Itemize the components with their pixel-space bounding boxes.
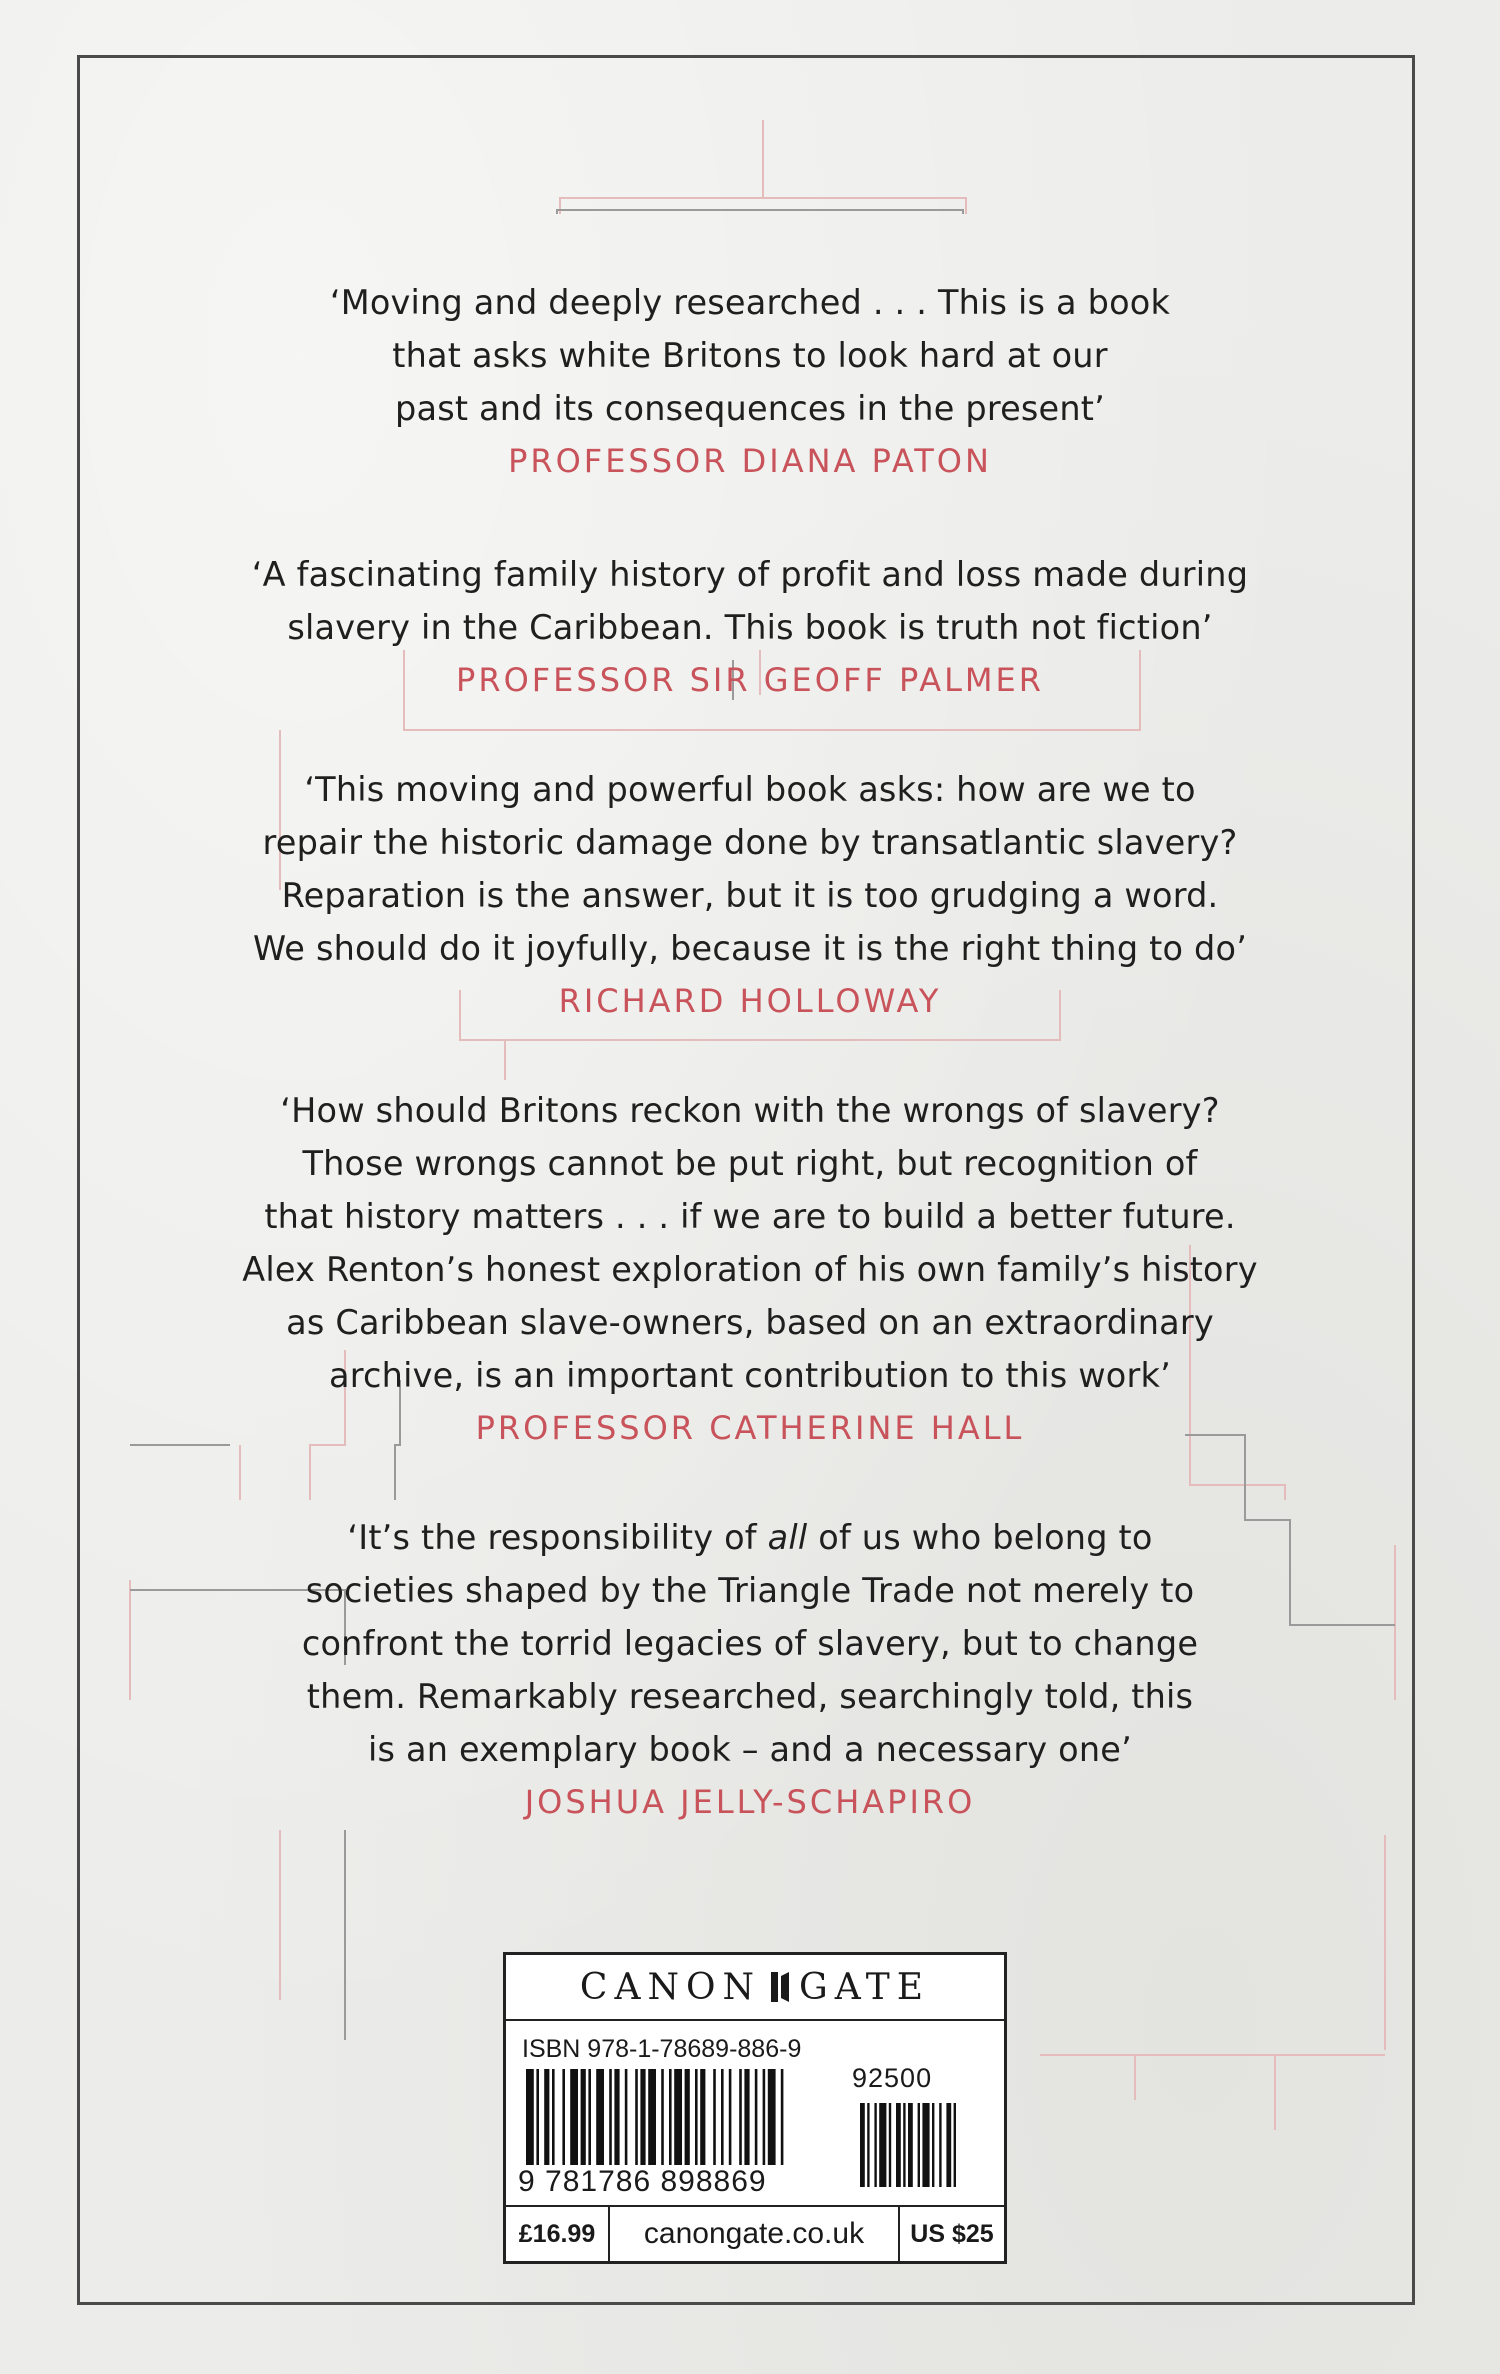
publisher-website: canongate.co.uk [610, 2207, 900, 2261]
barcode-bar [729, 2069, 732, 2169]
barcode-bar [614, 2069, 619, 2169]
barcode-bar [685, 2069, 690, 2169]
review-quote [130, 1511, 1370, 1828]
quote-text: ‘How should Britons reckon with the wrongs of slavery? Those wrongs cannot be put right, but recognition of that history matters . . . if we are to build a better future. Alex Renton’s honest exploration of his own family’s history as Caribbean slave-owners, based on an extraordinary archive, is an important contribution to this work’ [242, 1091, 1258, 1395]
quote-author: RICHARD HOLLOWAY [558, 982, 942, 1020]
barcode-digits: 9 781786 898869 [518, 2165, 838, 2199]
price-uk: £16.99 [506, 2207, 610, 2261]
barcode-bar [768, 2069, 776, 2169]
price-row [506, 2205, 1004, 2261]
publisher-name-left: CANON [579, 1966, 761, 2008]
barcode-addon-bar [918, 2103, 920, 2187]
barcode-addon-bar [954, 2103, 956, 2187]
barcode-bar [669, 2069, 672, 2169]
quote-text-start: ‘It’s the responsibility of [347, 1518, 768, 1557]
publisher-name-right: GATE [798, 1966, 931, 2008]
barcode-bar [695, 2069, 698, 2169]
barcode-addon-bar [908, 2103, 913, 2187]
barcode-bar [755, 2069, 758, 2169]
review-quote [130, 548, 1370, 706]
quote-text: ‘This moving and powerful book asks: how are we to repair the historic damage done by transatlantic slavery? Reparation is the answer, but it is too grudging a word. We should do it joyfully, because it is the right thing to do’ [252, 770, 1248, 968]
barcode-panel [503, 1952, 1007, 2264]
barcode-bar [609, 2069, 612, 2169]
quote-author: PROFESSOR SIR GEOFF PALMER [456, 661, 1044, 699]
barcode-addon-bar [932, 2103, 934, 2187]
barcode-bar [674, 2069, 682, 2169]
quote-author: PROFESSOR CATHERINE HALL [475, 1409, 1025, 1447]
quote-text-end: of us who belong to societies shaped by the Triangle Trade not merely to confront the torrid legacies of slavery, but to change them. Remarkably researched, searchingly told, this is an exemplary book – and a necessary one’ [301, 1518, 1199, 1769]
quote-text: ‘A fascinating family history of profit and loss made during slavery in the Caribbean. This book is truth not fiction’ [251, 555, 1249, 647]
barcode-bar [640, 2069, 645, 2169]
barcode-addon-bar [922, 2103, 929, 2187]
quote-text [130, 1511, 1370, 1776]
barcode-addon-bar [946, 2103, 951, 2187]
barcode-addon-bar [903, 2103, 905, 2187]
quote-author: PROFESSOR DIANA PATON [508, 442, 992, 480]
price-us: US $25 [910, 2219, 994, 2248]
barcode-bar [552, 2069, 555, 2169]
quote-author: JOSHUA JELLY-SCHAPIRO [524, 1783, 976, 1821]
review-quote [130, 276, 1370, 487]
quotes-section [130, 276, 1370, 1828]
barcode-bar [635, 2069, 638, 2169]
barcode-bar [544, 2069, 549, 2169]
barcode-bar [581, 2069, 586, 2169]
barcode-addon-bar [939, 2103, 941, 2187]
publisher-logo [506, 1955, 1004, 2021]
barcode-bar [721, 2069, 724, 2169]
barcode-bar [744, 2069, 749, 2169]
barcode-addon-bar [867, 2103, 869, 2187]
barcode-addon-bar [879, 2103, 886, 2187]
publisher-mark-icon [767, 1970, 793, 2004]
barcode-addon-bar [889, 2103, 891, 2187]
quote-text: ‘Moving and deeply researched . . . This is a book that asks white Britons to look hard at our past and its consequences in the present’ [329, 283, 1171, 428]
barcode-bar [625, 2069, 628, 2169]
barcode-bar [781, 2069, 784, 2169]
barcode-bar [648, 2069, 656, 2169]
barcode-bar [596, 2069, 604, 2169]
barcode-bar [562, 2069, 565, 2169]
review-quote [130, 763, 1370, 1027]
isbn-number: ISBN 978-1-78689-886-9 [522, 2035, 802, 2063]
barcode-addon-bar [896, 2103, 901, 2187]
barcode-addon-bar [860, 2103, 865, 2187]
barcode-bar [739, 2069, 742, 2169]
barcode-addon-bar [874, 2103, 876, 2187]
review-quote [130, 1084, 1370, 1454]
barcode-bar [570, 2069, 578, 2169]
price-code: 92500 [852, 2063, 933, 2093]
barcode-bar [588, 2069, 591, 2169]
barcode-bar [713, 2069, 716, 2169]
barcode-bar [700, 2069, 705, 2169]
quote-emphasis: all [767, 1518, 808, 1557]
barcode-bar [763, 2069, 766, 2169]
